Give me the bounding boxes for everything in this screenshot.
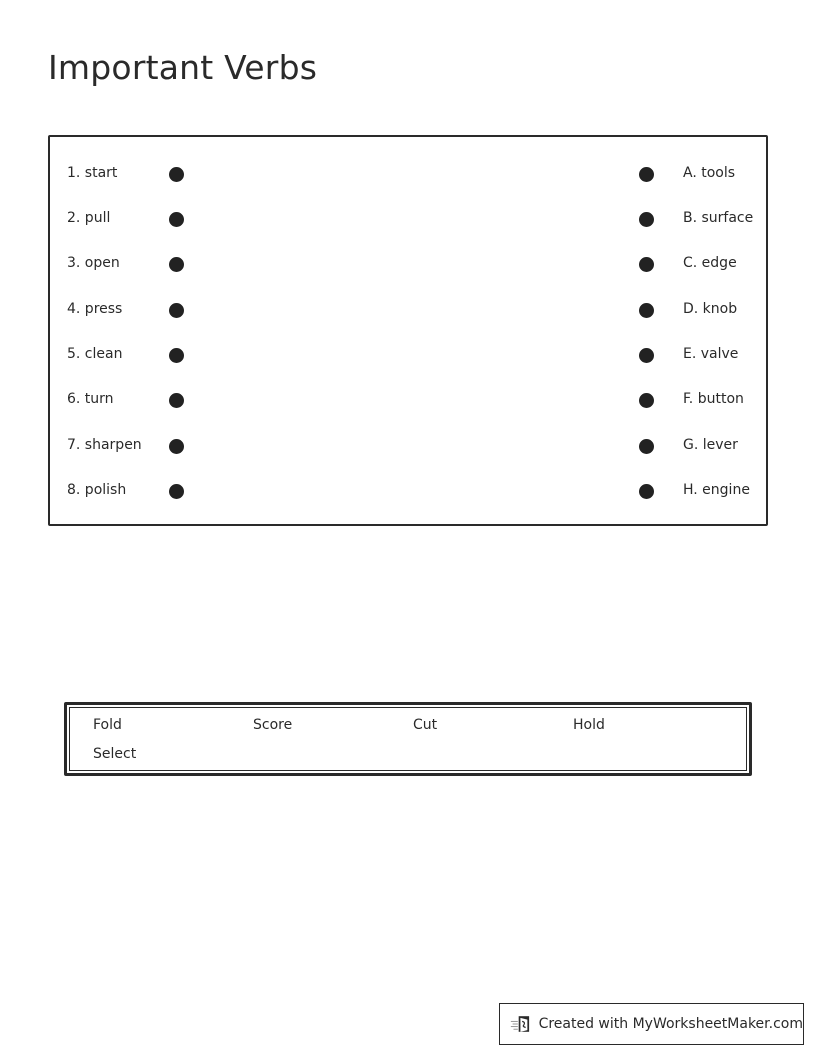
footer-credit-text: Created with MyWorksheetMaker.com <box>538 1016 803 1032</box>
left-connector-dot[interactable] <box>169 167 184 182</box>
right-item-label: E. valve <box>683 346 739 362</box>
match-row <box>50 159 766 189</box>
left-item-label: 6. turn <box>67 391 114 407</box>
match-row <box>50 295 766 325</box>
page-title: Important Verbs <box>48 48 318 87</box>
left-item-label: 4. press <box>67 301 123 317</box>
right-connector-dot[interactable] <box>639 393 654 408</box>
right-item-label: A. tools <box>683 165 736 181</box>
left-connector-dot[interactable] <box>169 439 184 454</box>
right-connector-dot[interactable] <box>639 348 654 363</box>
right-item-label: C. edge <box>683 255 737 271</box>
match-row <box>50 476 766 506</box>
right-item-label: G. lever <box>683 437 738 453</box>
left-connector-dot[interactable] <box>169 212 184 227</box>
right-connector-dot[interactable] <box>639 303 654 318</box>
matching-exercise-box <box>48 135 768 526</box>
footer-credit[interactable] <box>499 1003 804 1045</box>
left-item-label: 2. pull <box>67 210 111 226</box>
word-bank-word: Select <box>93 746 137 762</box>
right-connector-dot[interactable] <box>639 484 654 499</box>
word-bank-word: Hold <box>573 717 605 733</box>
word-bank-word: Cut <box>413 717 438 733</box>
match-row <box>50 431 766 461</box>
right-connector-dot[interactable] <box>639 439 654 454</box>
right-item-label: B. surface <box>683 210 754 226</box>
left-item-label: 7. sharpen <box>67 437 142 453</box>
word-bank-box <box>64 702 752 776</box>
match-row <box>50 249 766 279</box>
word-bank-word: Fold <box>93 717 122 733</box>
left-connector-dot[interactable] <box>169 348 184 363</box>
left-connector-dot[interactable] <box>169 484 184 499</box>
left-connector-dot[interactable] <box>169 303 184 318</box>
left-item-label: 3. open <box>67 255 120 271</box>
right-connector-dot[interactable] <box>639 167 654 182</box>
right-item-label: H. engine <box>683 482 750 498</box>
worksheet-maker-logo-icon <box>510 1013 533 1035</box>
left-item-label: 8. polish <box>67 482 127 498</box>
match-row <box>50 385 766 415</box>
right-connector-dot[interactable] <box>639 212 654 227</box>
left-item-label: 5. clean <box>67 346 123 362</box>
word-bank-word: Score <box>253 717 293 733</box>
match-row <box>50 340 766 370</box>
left-connector-dot[interactable] <box>169 257 184 272</box>
right-item-label: D. knob <box>683 301 738 317</box>
right-connector-dot[interactable] <box>639 257 654 272</box>
left-item-label: 1. start <box>67 165 118 181</box>
word-bank-inner-border <box>69 707 747 771</box>
left-connector-dot[interactable] <box>169 393 184 408</box>
right-item-label: F. button <box>683 391 744 407</box>
match-row <box>50 204 766 234</box>
